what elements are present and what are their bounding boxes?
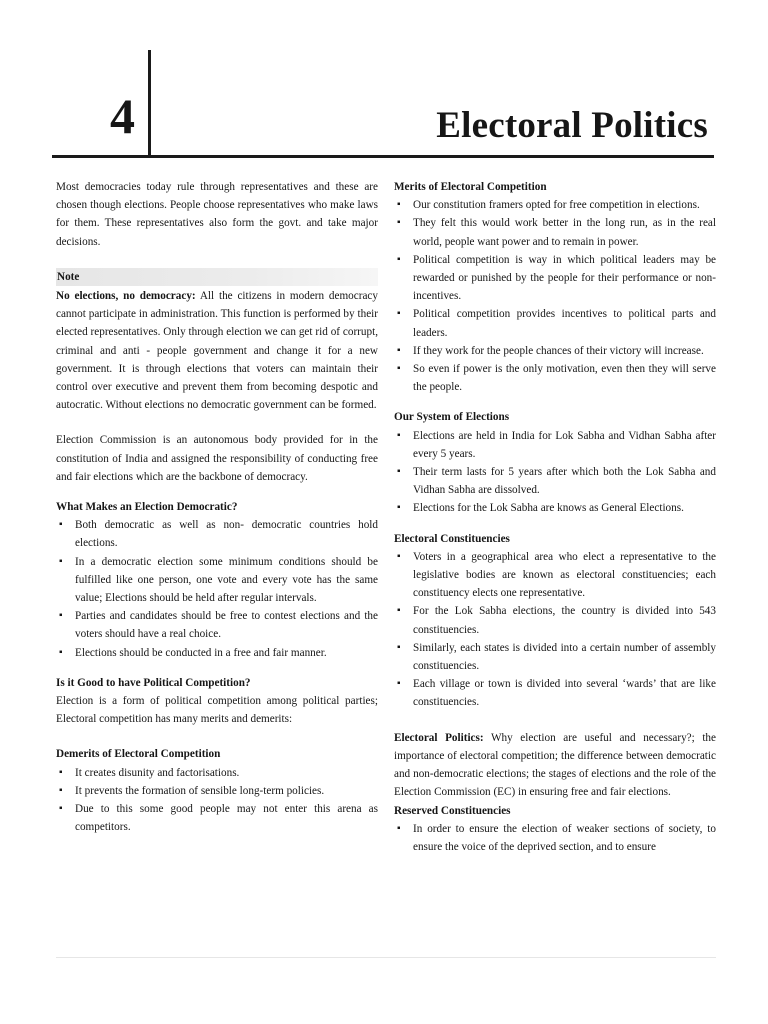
note-lead: No elections, no democracy: <box>56 290 196 303</box>
list-item: ▪ In a democratic election some minimum conditions should be fulfilled like one person, one vote and every vote has the same value; Elections should be held after regular intervals. <box>56 553 378 608</box>
header-rule <box>52 155 714 158</box>
list-item: ▪ Both democratic as well as non- democratic countries hold elections. <box>56 516 378 552</box>
system-heading: Our System of Elections <box>394 411 510 424</box>
commission-paragraph: Election Commission is an autonomous body provided for in the constitution of India and assigned the responsibility of conducting free and fair elections which are the backbone of democracy. <box>56 434 378 483</box>
page-bottom-rule <box>56 957 716 958</box>
list-item: ▪ Political competition is way in which political leaders may be rewarded or punished by the people for their performance or non-incentives. <box>394 251 716 306</box>
list-item: ▪ It prevents the formation of sensible long-term policies. <box>56 782 378 800</box>
chapter-number: 4 <box>110 88 135 144</box>
electoral-politics-lead: Electoral Politics: <box>394 731 484 744</box>
list-item: ▪ Elections for the Lok Sabha are knows as General Elections. <box>394 499 716 517</box>
list-item: ▪ Each village or town is divided into several ‘wards’ that are like constituencies. <box>394 675 716 711</box>
list-item: ▪ They felt this would work better in the long run, as in the real world, people want power and to remain in power. <box>394 214 716 250</box>
demerits-heading: Demerits of Electoral Competition <box>56 748 221 761</box>
reserved-list <box>394 820 716 856</box>
chapter-divider-vertical <box>148 50 151 158</box>
list-item: ▪ For the Lok Sabha elections, the country is divided into 543 constituencies. <box>394 602 716 638</box>
constituencies-heading: Electoral Constituencies <box>394 532 510 545</box>
competition-paragraph: Election is a form of political competition among political parties; Electoral competition has many merits and demerits: <box>56 695 378 726</box>
list-item: ▪ Elections are held in India for Lok Sabha and Vidhan Sabha after every 5 years. <box>394 427 716 463</box>
left-column <box>56 178 378 837</box>
list-item: ▪ Voters in a geographical area who elect a representative to the legislative bodies are known as electoral constituencies; each constituency elects one representative. <box>394 548 716 603</box>
democratic-heading: What Makes an Election Democratic? <box>56 501 238 514</box>
intro-paragraph: Most democracies today rule through representatives and these are chosen though elections. People choose representatives who make laws for them. These representatives also form the govt. and take major decisions. <box>56 181 378 248</box>
list-item: ▪ It creates disunity and factorisations. <box>56 764 378 782</box>
constituencies-list <box>394 548 716 712</box>
list-item: ▪ Our constitution framers opted for free competition in elections. <box>394 196 716 214</box>
reserved-heading: Reserved Constituencies <box>394 804 511 817</box>
list-item: ▪ Elections should be conducted in a free and fair manner. <box>56 644 378 662</box>
note-text: All the citizens in modern democracy cannot participate in administration. This function is performed by their elected representatives. Only through election we can get rid of corrupt, criminal and anti - people government and change it for a new government. It is through elections that voters can maintain their control over executive and prevent them from becoming despotic and autocratic. Without elections no democratic government can be formed. <box>56 290 378 412</box>
competition-heading: Is it Good to have Political Competition? <box>56 676 251 689</box>
electoral-politics-text: Why election are useful and necessary?; the importance of electoral competition; the difference between democratic and non-democratic elections; the stages of elections and the role of the Election Commission (EC) in ensuring free and fair elections. <box>394 731 716 799</box>
democratic-list <box>56 516 378 662</box>
system-list <box>394 427 716 518</box>
merits-heading: Merits of Electoral Competition <box>394 181 547 193</box>
electoral-politics-paragraph <box>394 729 716 802</box>
note-paragraph <box>56 287 378 414</box>
note-label: Note <box>56 268 378 286</box>
list-item: ▪ If they work for the people chances of their victory will increase. <box>394 342 716 360</box>
demerits-list <box>56 764 378 837</box>
chapter-title: Electoral Politics <box>436 105 708 146</box>
list-item: ▪ Political competition provides incentives to political parts and leaders. <box>394 305 716 341</box>
list-item: ▪ Similarly, each states is divided into a certain number of assembly constituencies. <box>394 639 716 675</box>
right-column <box>394 178 716 856</box>
list-item: ▪ In order to ensure the election of weaker sections of society, to ensure the voice of the deprived section, and to ensure <box>394 820 716 856</box>
list-item: ▪ So even if power is the only motivation, even then they will serve the people. <box>394 360 716 396</box>
list-item: ▪ Parties and candidates should be free to contest elections and the voters should have a real choice. <box>56 607 378 643</box>
merits-list <box>394 196 716 396</box>
list-item: ▪ Due to this some good people may not enter this arena as competitors. <box>56 800 378 836</box>
list-item: ▪ Their term lasts for 5 years after which both the Lok Sabha and Vidhan Sabha are dissolved. <box>394 463 716 499</box>
